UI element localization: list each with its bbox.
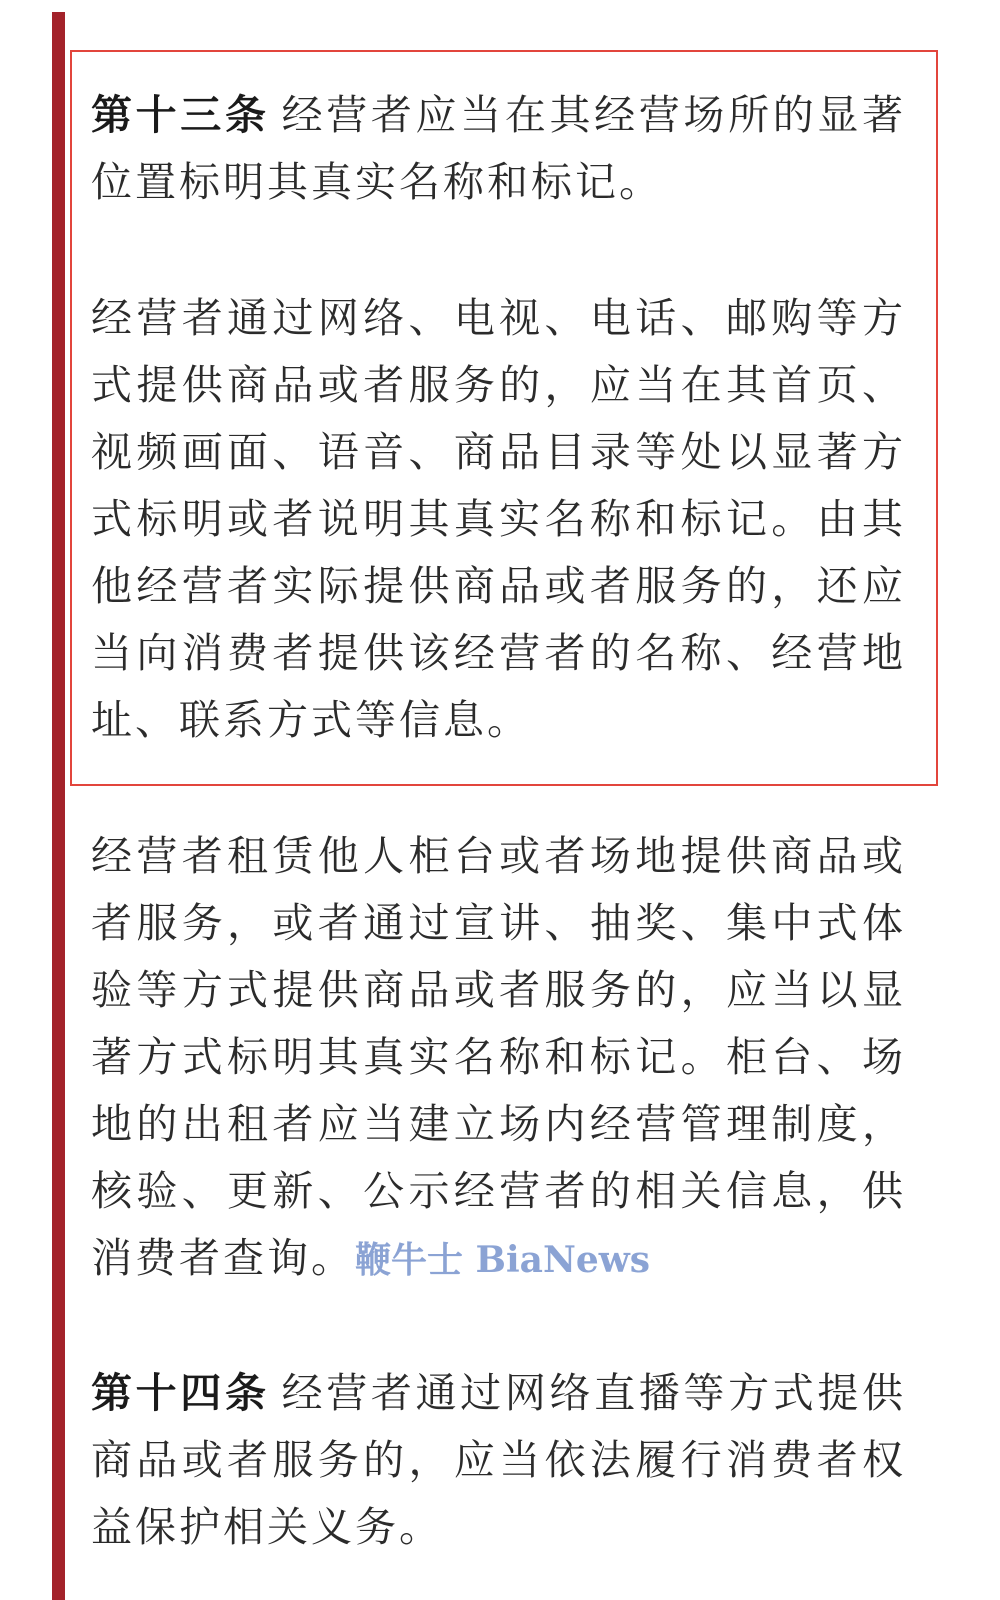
article-13-paragraph-2: 经营者通过网络、电视、电话、邮购等方式提供商品或者服务的，应当在其首页、视频画面、语音、商品目录等处以显著方式标明或者说明其真实名称和标记。由其他经营者实际提供商品或者服务的，还应当向消费者提供该经营者的名称、经营地址、联系方式等信息。 (91, 294, 906, 744)
article-13-text-3: 经营者租赁他人柜台或者场地提供商品或者服务，或者通过宣讲、抽奖、集中式体验等方式提供商品或者服务的，应当以显著方式标明其真实名称和标记。柜台、场地的出租者应当建立场内经营管理制度，核验、更新、公示经营者的相关信息，供消费者查询。 (91, 832, 906, 1282)
article-13-paragraph-3 (91, 823, 906, 1294)
article-14-label: 第十四条 (91, 1369, 270, 1417)
bianews-watermark: 鞭牛士 BiaNews (355, 1239, 651, 1281)
article-13-label: 第十三条 (91, 91, 270, 139)
left-accent-bar (52, 12, 65, 1600)
article-14-text-1: 经营者通过网络直播等方式提供商品或者服务的，应当依法履行消费者权益保护相关义务。 (91, 1369, 907, 1551)
article-13-paragraph-1 (91, 82, 906, 216)
article-13-text-1: 经营者应当在其经营场所的显著位置标明其真实名称和标记。 (91, 91, 907, 206)
article-14-paragraph-1 (91, 1360, 906, 1561)
